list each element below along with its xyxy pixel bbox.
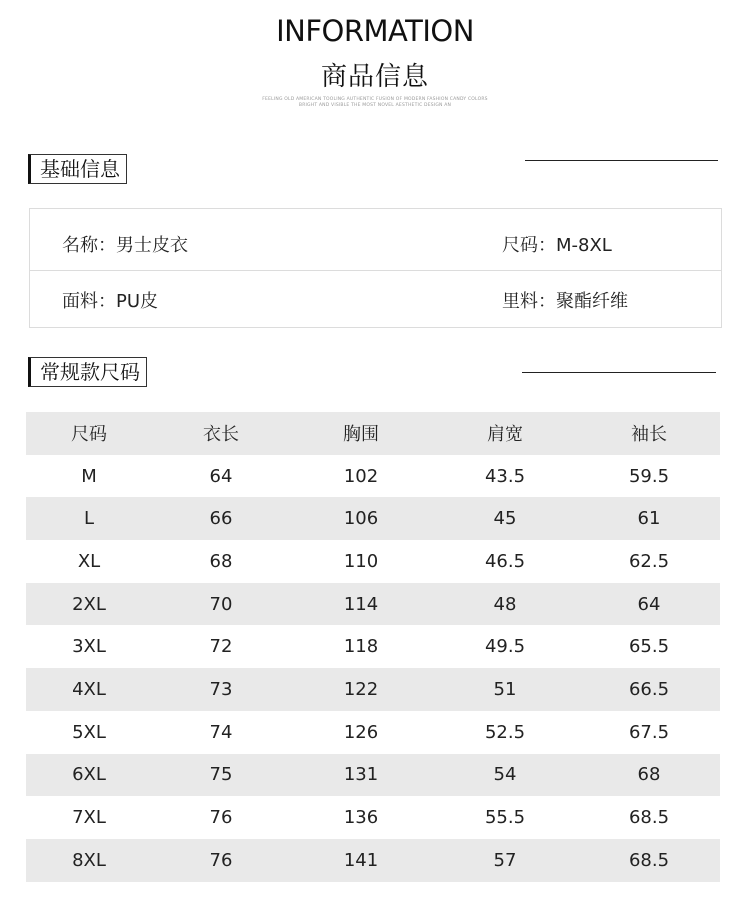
chest-cell: 122 [343,678,379,700]
table-row [26,625,720,668]
product-name: 名称：男士皮衣 [62,235,188,256]
length-cell: 70 [209,593,233,615]
length-cell: 72 [209,636,233,658]
section-divider-line [525,160,718,161]
chest-cell: 106 [343,508,379,530]
shoulder-cell: 45 [493,508,517,530]
size-cell: 3XL [72,636,106,658]
shoulder-cell: 51 [493,678,517,700]
tagline-line-1: FEELING OLD AMERICAN TOOLING AUTHENTIC FUSION OF MODERN FASHION CANDY COLORS [262,97,488,102]
size-chart-table [26,412,720,882]
sleeve-cell: 68.5 [628,849,670,871]
length-cell: 73 [209,678,233,700]
sleeve-cell: 62.5 [628,550,670,572]
chest-cell: 141 [343,849,379,871]
product-lining: 里料：聚酯纤维 [502,291,628,312]
shoulder-cell: 46.5 [484,550,526,572]
size-cell: 7XL [72,807,106,829]
table-row [26,839,720,882]
shoulder-cell: 48 [493,593,517,615]
product-size-range: 尺码：M-8XL [502,235,612,256]
shoulder-cell: 55.5 [484,807,526,829]
section-divider-line [522,372,716,373]
column-header-chest: 胸围 [343,424,379,446]
column-header-shoulder: 肩宽 [487,424,523,446]
length-cell: 74 [209,721,233,743]
size-chart-body [26,455,720,882]
shoulder-cell: 43.5 [484,465,526,487]
table-row [26,497,720,540]
basic-info-box [29,208,722,328]
column-header-size: 尺码 [71,424,107,446]
size-cell: L [83,508,95,530]
size-cell: 4XL [72,678,106,700]
shoulder-cell: 52.5 [484,721,526,743]
chest-cell: 114 [343,593,379,615]
chest-cell: 126 [343,721,379,743]
title-english: INFORMATION [276,14,474,48]
size-cell: XL [77,550,101,572]
shoulder-cell: 49.5 [484,636,526,658]
tagline-line-2: BRIGHT AND VISIBLE THE MOST NOVEL AESTHETIC DESIGN AN [298,103,452,108]
table-header-row [26,412,720,455]
sleeve-cell: 66.5 [628,678,670,700]
table-row [26,754,720,797]
sleeve-cell: 59.5 [628,465,670,487]
product-material: 面料：PU皮 [62,291,159,312]
size-cell: 2XL [72,593,106,615]
length-cell: 76 [209,849,233,871]
size-cell: 5XL [72,721,106,743]
length-cell: 64 [209,465,233,487]
table-row [26,711,720,754]
sleeve-cell: 67.5 [628,721,670,743]
sleeve-cell: 61 [637,508,661,530]
sleeve-cell: 68 [637,764,661,786]
column-header-length: 衣长 [203,424,239,446]
shoulder-cell: 54 [493,764,517,786]
column-header-sleeve: 袖长 [631,424,667,446]
length-cell: 75 [209,764,233,786]
length-cell: 76 [209,807,233,829]
table-row [26,540,720,583]
table-row [26,583,720,626]
section-title-basic-info: 基础信息 [28,154,127,184]
size-cell: 6XL [72,764,106,786]
chest-cell: 136 [343,807,379,829]
chest-cell: 110 [343,550,379,572]
section-title-size-chart: 常规款尺码 [28,357,147,387]
chest-cell: 102 [343,465,379,487]
sleeve-cell: 65.5 [628,636,670,658]
length-cell: 66 [209,508,233,530]
info-row-divider [30,270,721,271]
shoulder-cell: 57 [493,849,517,871]
table-row [26,668,720,711]
title-chinese: 商品信息 [320,62,429,92]
chest-cell: 118 [343,636,379,658]
size-cell: 8XL [72,849,106,871]
sleeve-cell: 64 [637,593,661,615]
table-row [26,796,720,839]
size-cell: M [81,465,97,487]
sleeve-cell: 68.5 [628,807,670,829]
length-cell: 68 [209,550,233,572]
chest-cell: 131 [343,764,379,786]
table-row [26,455,720,498]
